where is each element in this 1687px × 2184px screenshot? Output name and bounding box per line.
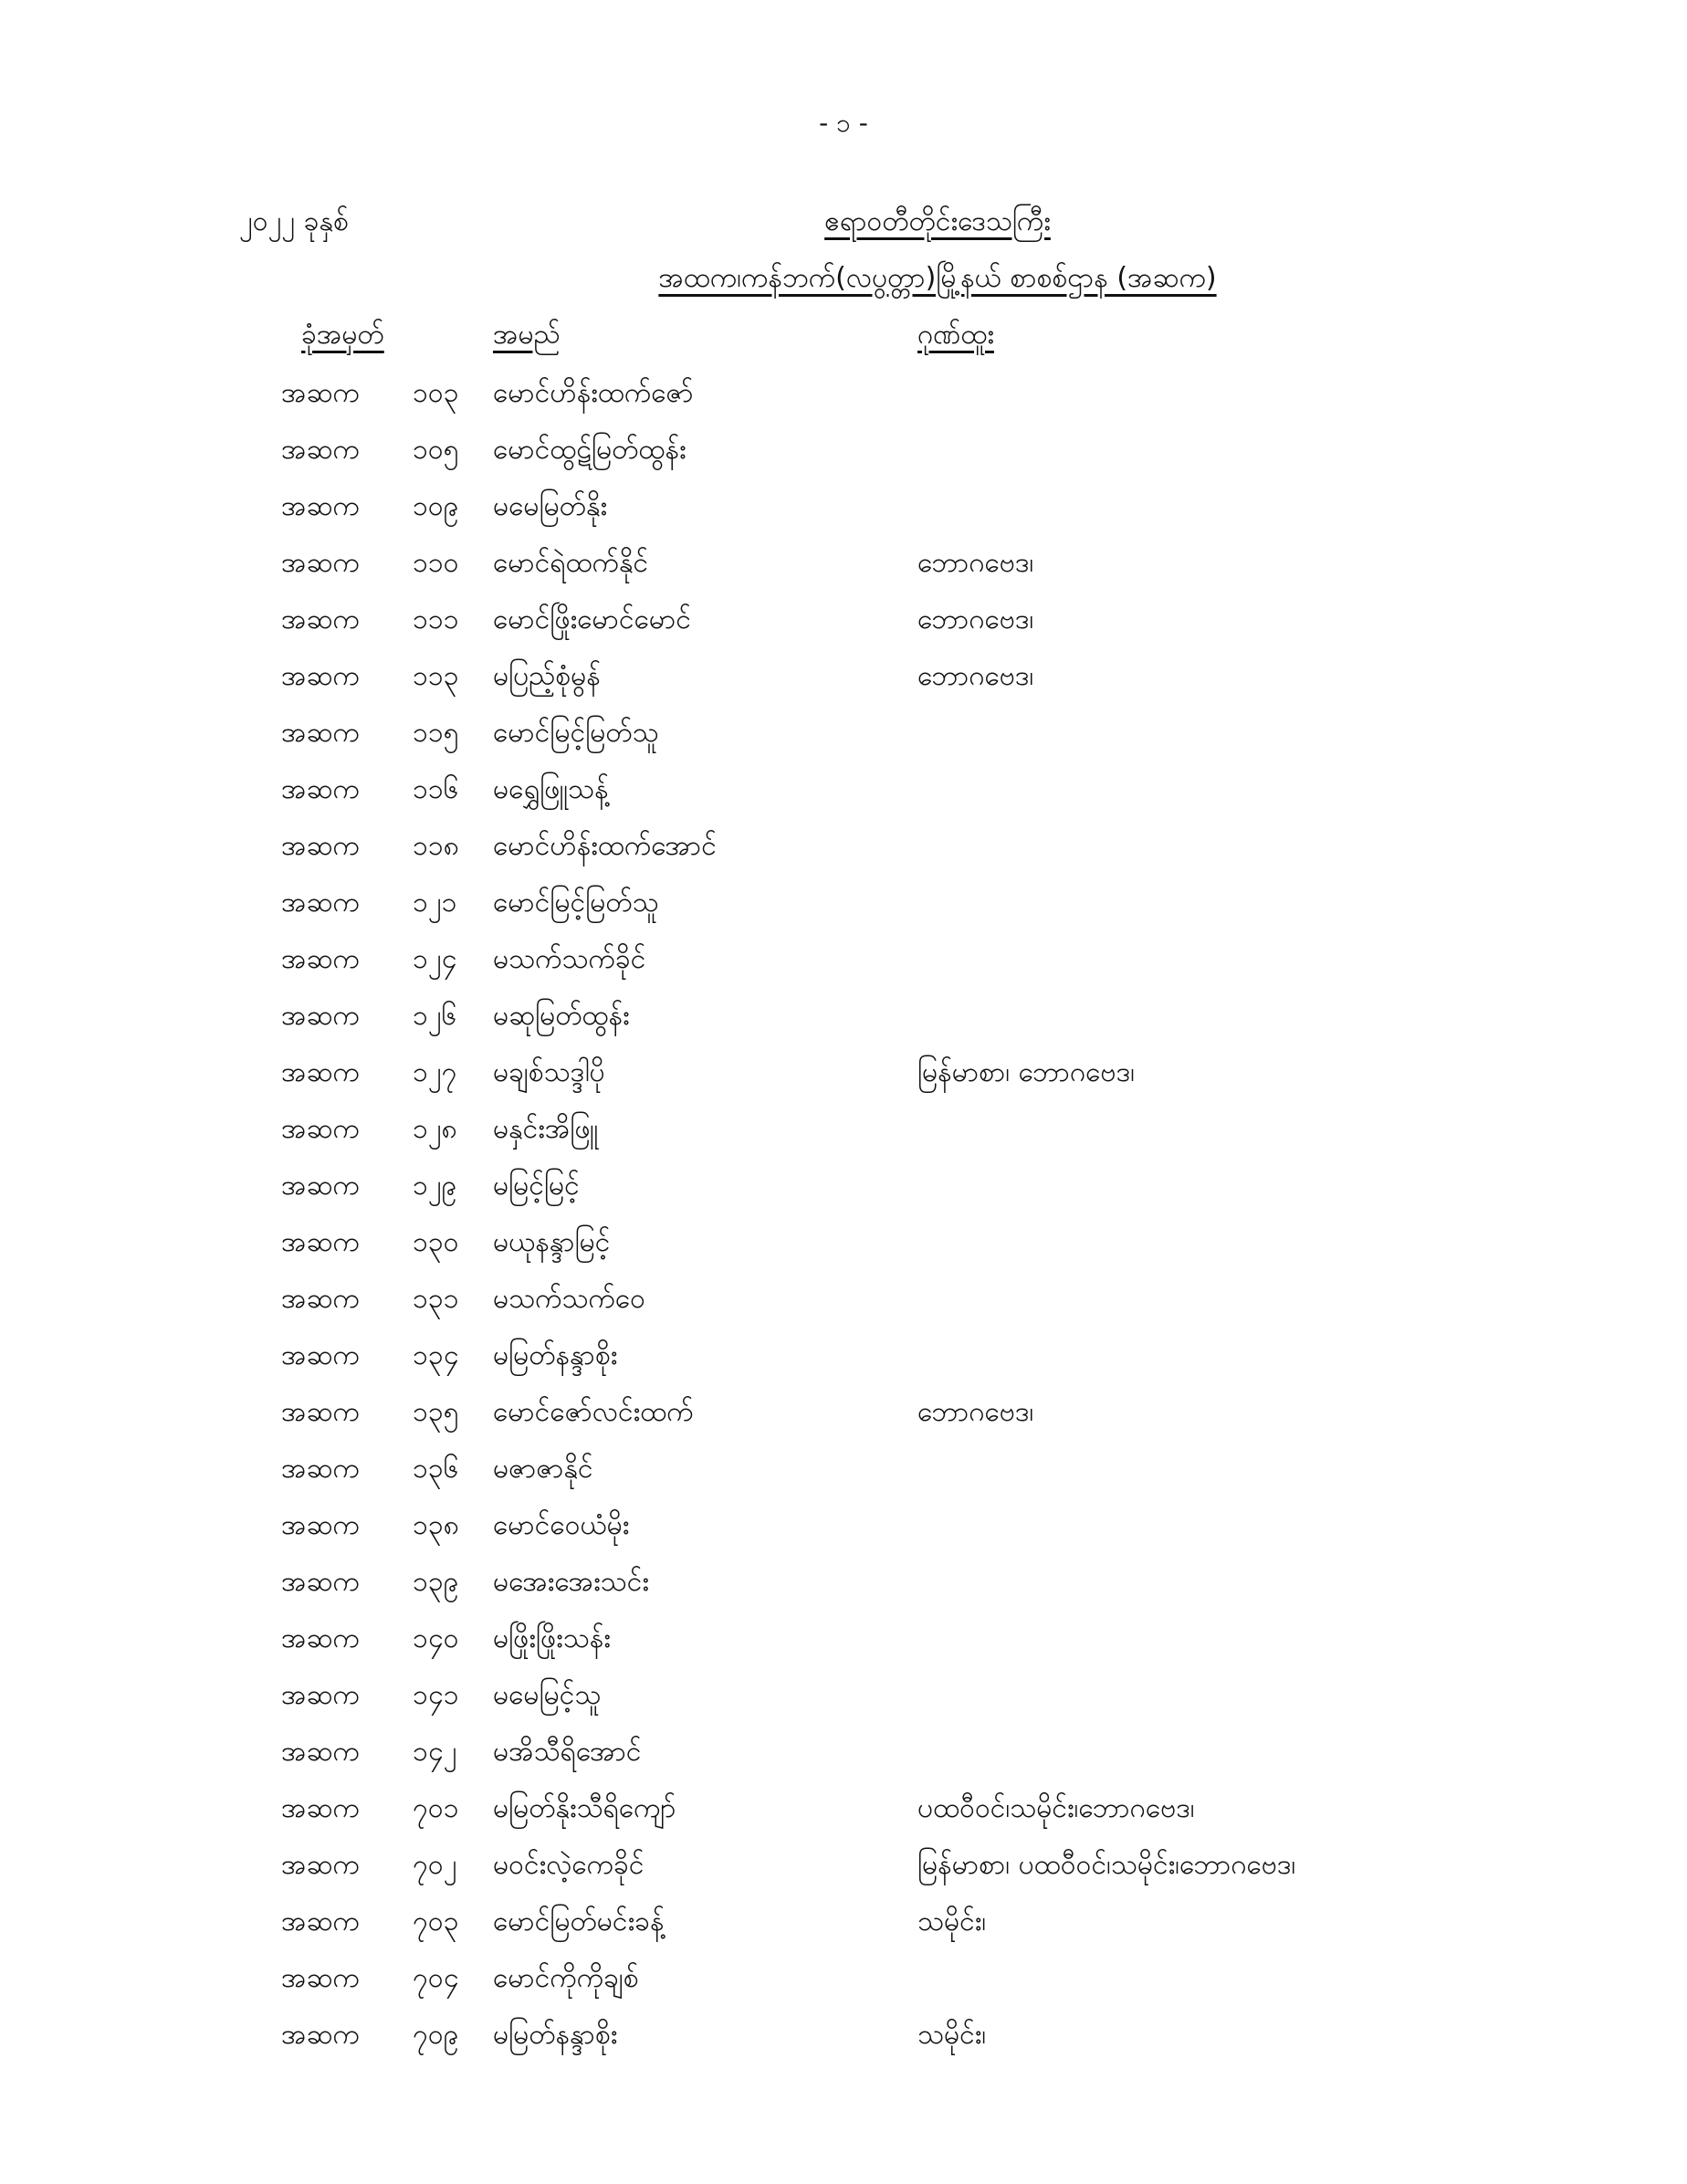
distinction-subjects: ဘောဂဗေဒ၊ bbox=[917, 660, 1034, 692]
list-item bbox=[0, 1110, 1687, 1167]
student-name: မရွှေဖြူသန့် bbox=[493, 773, 609, 805]
roll-number-header: ခုံအမှတ် bbox=[301, 319, 384, 351]
roll-number: ၁၃၉ bbox=[413, 1566, 459, 1598]
list-item bbox=[0, 1054, 1687, 1110]
student-name: မမြင့်မြင့် bbox=[493, 1170, 580, 1202]
roll-number: ၁၁၆ bbox=[413, 773, 459, 805]
roll-number: ၁၄၂ bbox=[413, 1736, 457, 1768]
list-item bbox=[0, 1167, 1687, 1223]
student-name: မပြည့်စုံမွန် bbox=[493, 660, 601, 692]
roll-number: ၁၄၁ bbox=[413, 1679, 459, 1711]
roll-prefix: အဆက bbox=[281, 1849, 360, 1881]
student-name: မအေးအေးသင်း bbox=[493, 1566, 649, 1598]
student-name: မောင်ဝေယံမိုး bbox=[493, 1509, 630, 1541]
roll-prefix: အဆက bbox=[281, 1792, 360, 1824]
roll-number: ၁၁၅ bbox=[413, 717, 459, 749]
student-name: မောင်ဖြိုးမောင်မောင် bbox=[493, 604, 692, 635]
roll-number: ၁၃၅ bbox=[413, 1396, 459, 1428]
distinction-subjects: ဘောဂဗေဒ၊ bbox=[917, 604, 1034, 635]
roll-number: ၁၂၇ bbox=[413, 1056, 457, 1088]
roll-prefix: အဆက bbox=[281, 1113, 360, 1145]
student-name: မချစ်သဒ္ဒါပို bbox=[493, 1056, 605, 1088]
student-name: မောင်ဇော်လင်းထက် bbox=[493, 1396, 694, 1428]
roll-number: ၇၀၁ bbox=[413, 1792, 459, 1824]
list-item bbox=[0, 374, 1687, 431]
roll-prefix: အဆက bbox=[281, 604, 360, 635]
roll-prefix: အဆက bbox=[281, 434, 360, 466]
student-name: မောင်မြင့်မြတ်သူ bbox=[493, 887, 659, 919]
roll-prefix: အဆက bbox=[281, 1396, 360, 1428]
list-item bbox=[0, 1676, 1687, 1733]
name-header: အမည် bbox=[493, 319, 561, 351]
list-item bbox=[0, 1450, 1687, 1507]
student-name: မောင်မြင့်မြတ်သူ bbox=[493, 717, 659, 749]
roll-prefix: အဆက bbox=[281, 1339, 360, 1371]
list-item bbox=[0, 431, 1687, 488]
student-name: မမြတ်နိုးသီရိကျော် bbox=[493, 1792, 676, 1824]
student-name: မောင်ဟိန်းထက်အောင် bbox=[493, 830, 717, 862]
list-item bbox=[0, 544, 1687, 601]
list-item bbox=[0, 2016, 1687, 2073]
student-name: မနှင်းအိဖြူ bbox=[493, 1113, 599, 1145]
student-name: မဖြိုးဖြိုးသန်း bbox=[493, 1622, 611, 1654]
list-item bbox=[0, 1223, 1687, 1280]
list-item bbox=[0, 827, 1687, 884]
roll-prefix: အဆက bbox=[281, 773, 360, 805]
student-name: မမေမြင့်သူ bbox=[493, 1679, 602, 1711]
roll-number: ၁၃၆ bbox=[413, 1453, 459, 1485]
roll-prefix: အဆက bbox=[281, 660, 360, 692]
distinction-subjects: မြန်မာစာ၊ ဘောဂဗေဒ၊ bbox=[917, 1056, 1135, 1088]
roll-prefix: အဆက bbox=[281, 830, 360, 862]
distinction-subjects: ပထဝီဝင်၊သမိုင်း၊ဘောဂဗေဒ၊ bbox=[917, 1792, 1195, 1824]
list-item bbox=[0, 1733, 1687, 1790]
roll-prefix: အဆက bbox=[281, 943, 360, 975]
roll-number: ၁၄၀ bbox=[413, 1622, 459, 1654]
student-name: မောင်ရဲထက်နိုင် bbox=[493, 547, 649, 579]
student-name: မမြတ်နန္ဒာစိုး bbox=[493, 1339, 618, 1371]
list-item bbox=[0, 1959, 1687, 2016]
roll-prefix: အဆက bbox=[281, 717, 360, 749]
list-item bbox=[0, 1846, 1687, 1903]
roll-prefix: အဆက bbox=[281, 377, 360, 409]
roll-prefix: အဆက bbox=[281, 1226, 360, 1258]
roll-number: ၁၀၉ bbox=[413, 490, 459, 522]
student-name: မယုနန္ဒာမြင့် bbox=[493, 1226, 611, 1258]
list-item bbox=[0, 488, 1687, 544]
list-item bbox=[0, 714, 1687, 771]
roll-number: ၁၀၃ bbox=[413, 377, 459, 409]
list-item bbox=[0, 1620, 1687, 1676]
roll-prefix: အဆက bbox=[281, 1170, 360, 1202]
distinction-subjects: ဘောဂဗေဒ၊ bbox=[917, 1396, 1034, 1428]
roll-number: ၁၁၁ bbox=[413, 604, 459, 635]
roll-prefix: အဆက bbox=[281, 1566, 360, 1598]
student-name: မောင်မြတ်မင်းခန့် bbox=[493, 1906, 665, 1937]
page-number: - ၁ - bbox=[819, 108, 868, 138]
roll-number: ၁၂၄ bbox=[413, 943, 457, 975]
student-name: မောင်ကိုကိုချစ် bbox=[493, 1962, 639, 1994]
list-item bbox=[0, 771, 1687, 827]
results-list bbox=[0, 374, 1687, 2073]
list-item bbox=[0, 1790, 1687, 1846]
list-item bbox=[0, 997, 1687, 1054]
roll-prefix: အဆက bbox=[281, 1736, 360, 1768]
exam-year: ၂၀၂၂ ခုနှစ် bbox=[239, 205, 349, 237]
roll-number: ၁၂၁ bbox=[413, 887, 457, 919]
student-name: မမေမြတ်နိုး bbox=[493, 490, 608, 522]
roll-prefix: အဆက bbox=[281, 547, 360, 579]
list-item bbox=[0, 940, 1687, 997]
roll-number: ၁၁၈ bbox=[413, 830, 459, 862]
student-name: မဆုမြတ်ထွန်း bbox=[493, 1000, 630, 1032]
roll-prefix: အဆက bbox=[281, 1000, 360, 1032]
roll-number: ၁၁၀ bbox=[413, 547, 459, 579]
roll-prefix: အဆက bbox=[281, 490, 360, 522]
distinction-subjects: မြန်မာစာ၊ ပထဝီဝင်၊သမိုင်း၊ဘောဂဗေဒ၊ bbox=[917, 1849, 1296, 1881]
roll-prefix: အဆက bbox=[281, 1679, 360, 1711]
roll-number: ၁၃၁ bbox=[413, 1283, 459, 1315]
list-item bbox=[0, 884, 1687, 940]
roll-number: ၁၂၉ bbox=[413, 1170, 457, 1202]
roll-number: ၁၁၃ bbox=[413, 660, 459, 692]
list-item bbox=[0, 1280, 1687, 1337]
roll-prefix: အဆက bbox=[281, 1056, 360, 1088]
list-item bbox=[0, 601, 1687, 657]
school-title: အထက၊ကန်ဘက်(လပွတ္တာ)မြို့နယ် စာစစ်ဌာန (အဆက) bbox=[658, 262, 1217, 294]
student-name: မဝင်းလဲ့ကေခိုင် bbox=[493, 1849, 644, 1881]
student-name: မောင်ထွဋ်မြတ်ထွန်း bbox=[493, 434, 686, 466]
list-item bbox=[0, 1393, 1687, 1450]
roll-number: ၁၃၀ bbox=[413, 1226, 459, 1258]
roll-prefix: အဆက bbox=[281, 1283, 360, 1315]
roll-number: ၁၂၈ bbox=[413, 1113, 457, 1145]
roll-prefix: အဆက bbox=[281, 1962, 360, 1994]
roll-prefix: အဆက bbox=[281, 2019, 360, 2051]
roll-number: ၁၀၅ bbox=[413, 434, 459, 466]
list-item bbox=[0, 1903, 1687, 1959]
distinction-header: ဂုဏ်ထူး bbox=[917, 319, 994, 351]
student-name: မမြတ်နန္ဒာစိုး bbox=[493, 2019, 618, 2051]
distinction-subjects: သမိုင်း၊ bbox=[917, 1906, 987, 1937]
list-item bbox=[0, 1507, 1687, 1563]
roll-number: ၇၀၄ bbox=[413, 1962, 459, 1994]
student-name: မသက်သက်ခိုင် bbox=[493, 943, 646, 975]
list-item bbox=[0, 657, 1687, 714]
list-item bbox=[0, 1563, 1687, 1620]
student-name: မသက်သက်ဝေ bbox=[493, 1283, 645, 1315]
roll-number: ၁၂၆ bbox=[413, 1000, 457, 1032]
roll-number: ၇၀၂ bbox=[413, 1849, 457, 1881]
roll-prefix: အဆက bbox=[281, 1453, 360, 1485]
roll-prefix: အဆက bbox=[281, 1622, 360, 1654]
student-name: မအိသီရိအောင် bbox=[493, 1736, 642, 1768]
distinction-subjects: ဘောဂဗေဒ၊ bbox=[917, 547, 1034, 579]
roll-number: ၁၃၄ bbox=[413, 1339, 459, 1371]
student-name: မောင်ဟိန်းထက်ဇော် bbox=[493, 377, 694, 409]
roll-number: ၁၃၈ bbox=[413, 1509, 459, 1541]
list-item bbox=[0, 1337, 1687, 1393]
roll-prefix: အဆက bbox=[281, 1509, 360, 1541]
roll-prefix: အဆက bbox=[281, 1906, 360, 1937]
distinction-subjects: သမိုင်း၊ bbox=[917, 2019, 987, 2051]
region-title: ဧရာဝတီတိုင်းဒေသကြီး bbox=[824, 205, 1051, 237]
roll-prefix: အဆက bbox=[281, 887, 360, 919]
roll-number: ၇၀၉ bbox=[413, 2019, 459, 2051]
roll-number: ၇၀၃ bbox=[413, 1906, 459, 1937]
student-name: မဇာဇာနိုင် bbox=[493, 1453, 593, 1485]
